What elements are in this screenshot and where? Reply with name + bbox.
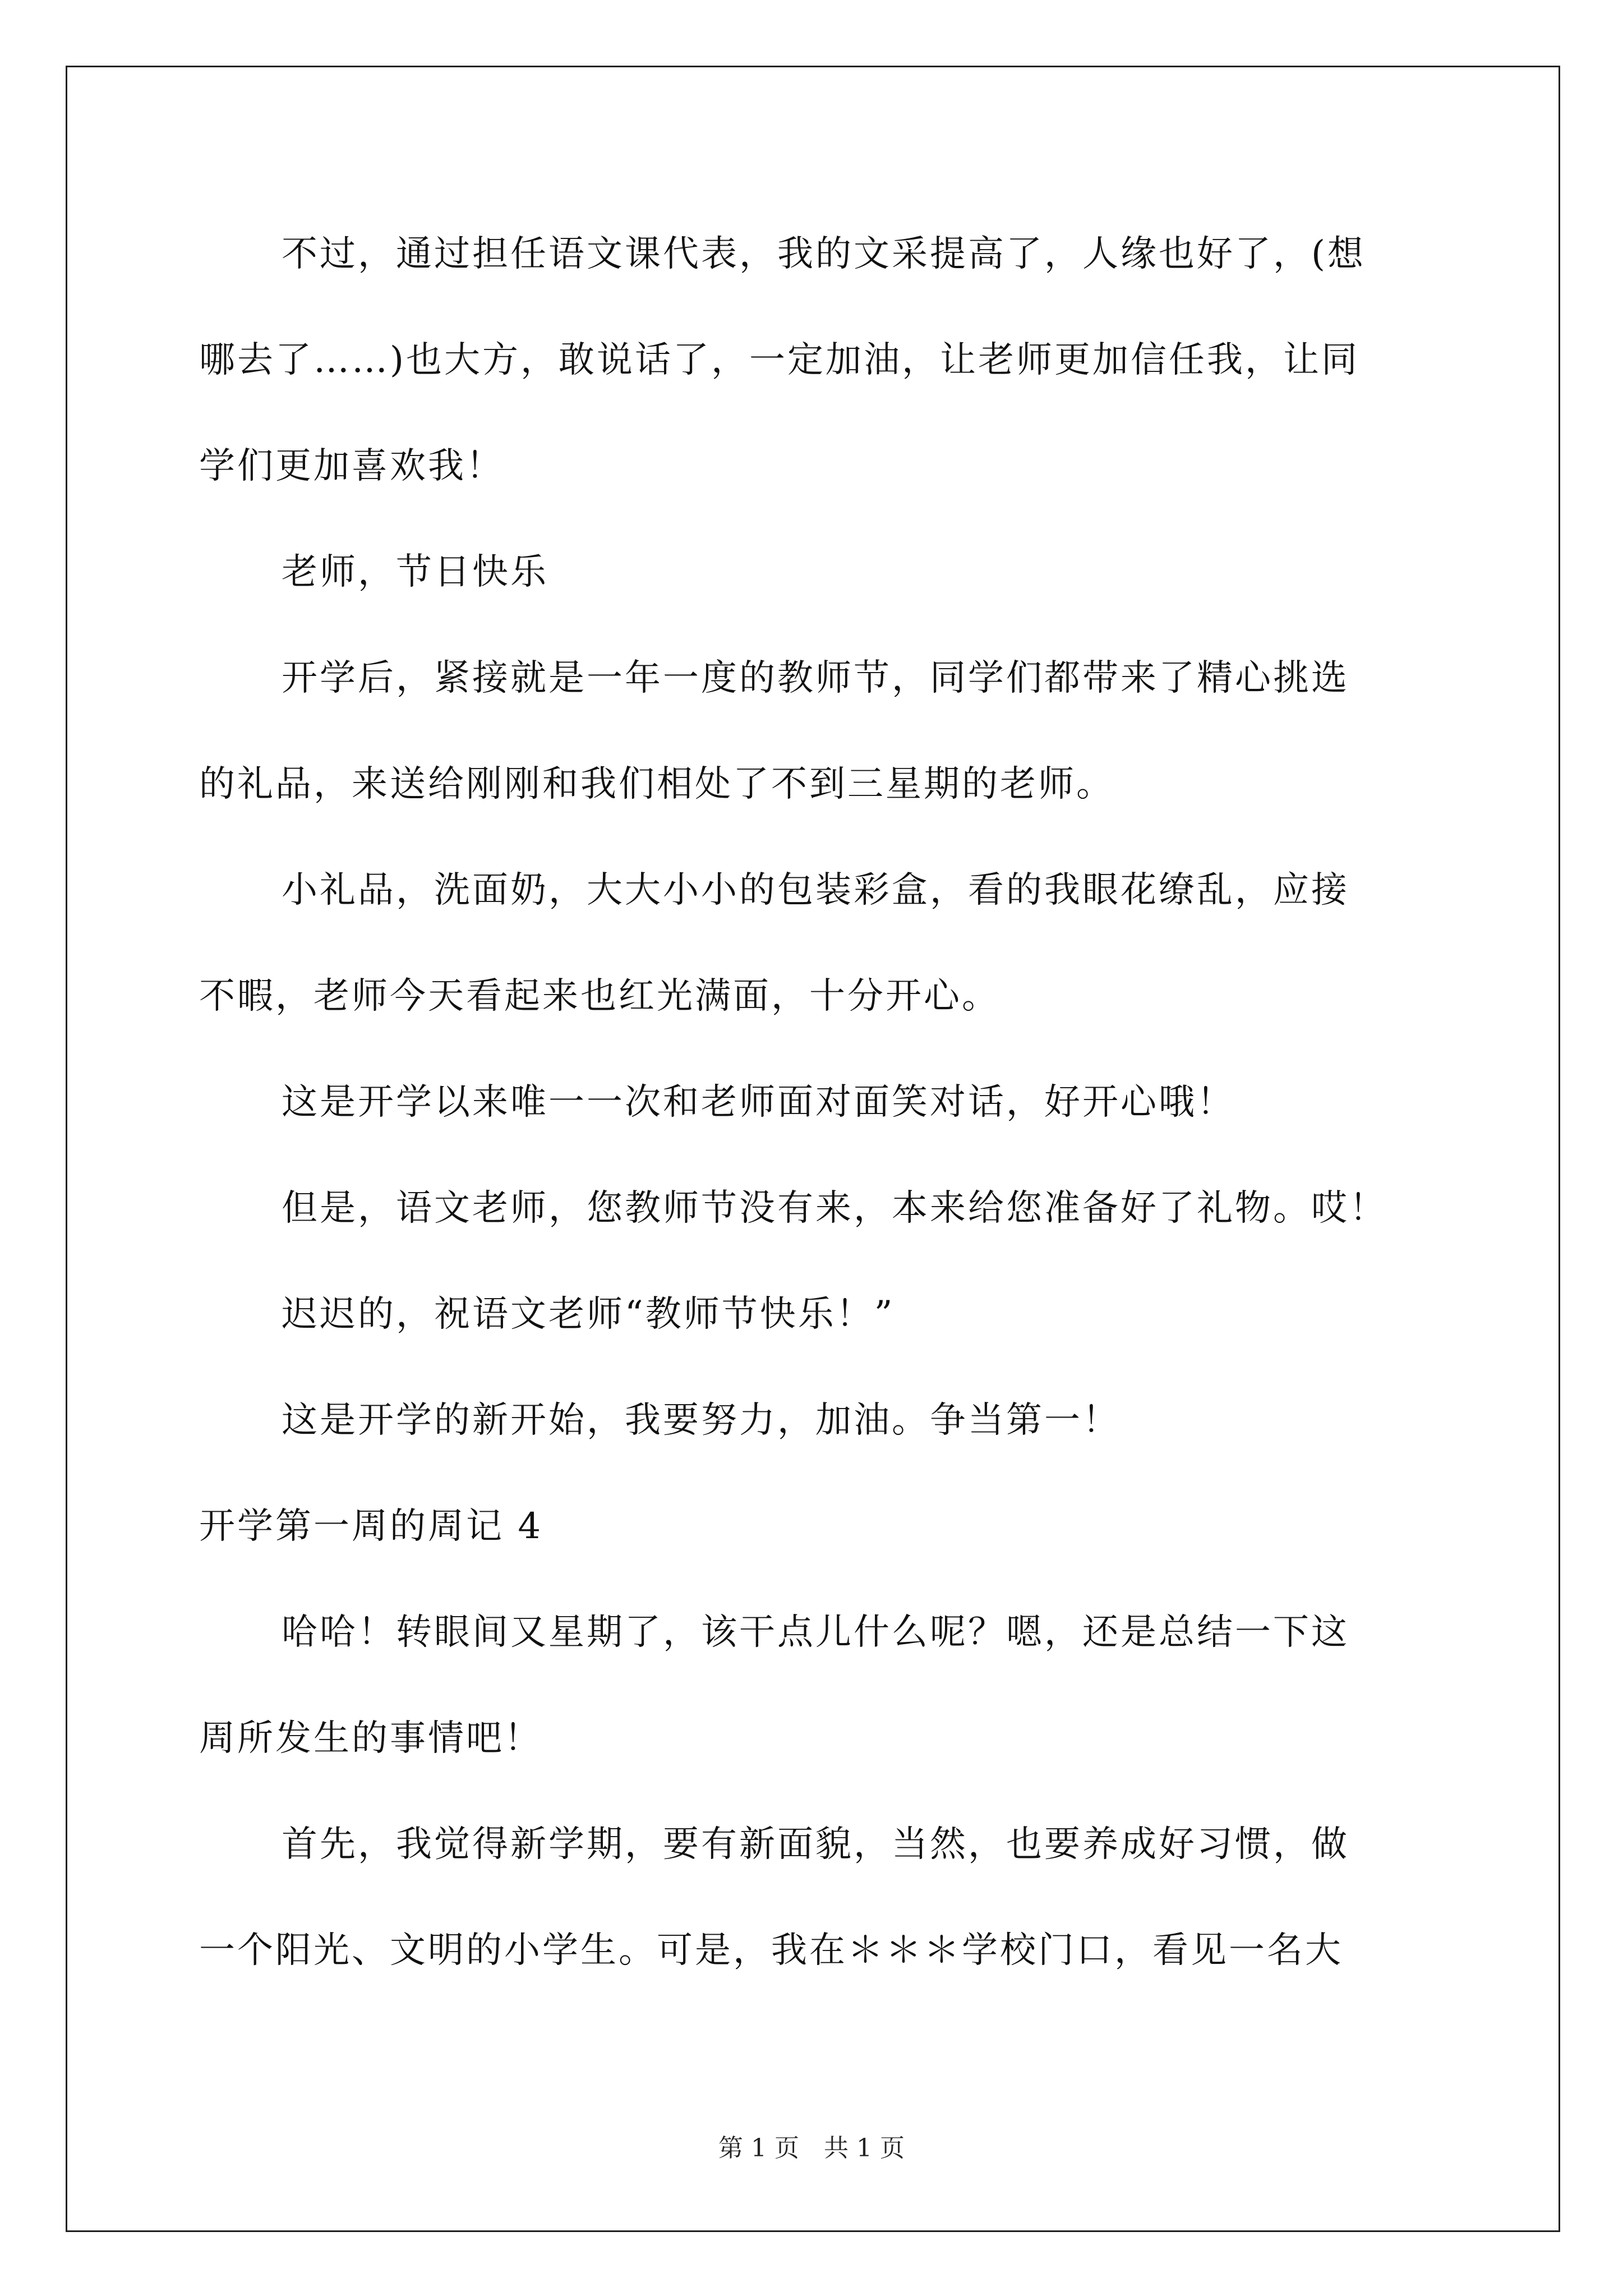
text-line: 哈哈！转眼间又星期了，该干点儿什么呢？嗯，还是总结一下这 (282, 1612, 1349, 1653)
text-line: 哪去了……)也大方，敢说话了，一定加油，让老师更加信任我，让同 (199, 339, 1359, 381)
text-line: 迟迟的，祝语文老师“教师节快乐！” (282, 1294, 895, 1335)
page-number-footer: 第 1 页 共 1 页 (718, 2134, 905, 2162)
text-line: 周所发生的事情吧！ (199, 1718, 542, 1759)
text-line: 这是开学的新开始，我要努力，加油。争当第一！ (282, 1400, 1121, 1441)
text-line: 不暇，老师今天看起来也红光满面，十分开心。 (199, 976, 1000, 1017)
text-line: 小礼品，洗面奶，大大小小的包装彩盒，看的我眼花缭乱，应接 (282, 869, 1349, 911)
text-line: 开学后，紧接就是一年一度的教师节，同学们都带来了精心挑选 (282, 657, 1349, 699)
text-line: 但是，语文老师，您教师节没有来，本来给您准备好了礼物。哎！ (282, 1188, 1387, 1229)
page-border (66, 66, 1560, 2232)
text-line: 学们更加喜欢我！ (199, 445, 504, 487)
text-line: 不过，通过担任语文课代表，我的文采提高了，人缘也好了，(想 (282, 233, 1366, 275)
section-title: 开学第一周的周记 4 (199, 1506, 543, 1547)
text-line: 的礼品，来送给刚刚和我们相处了不到三星期的老师。 (199, 763, 1114, 805)
section-heading: 老师，节日快乐 (282, 551, 548, 593)
text-line: 首先，我觉得新学期，要有新面貌，当然，也要养成好习惯，做 (282, 1824, 1349, 1865)
text-line: 一个阳光、文明的小学生。可是，我在＊＊＊学校门口，看见一名大 (199, 1930, 1343, 1971)
text-line: 这是开学以来唯一一次和老师面对面笑对话，好开心哦！ (282, 1082, 1235, 1123)
